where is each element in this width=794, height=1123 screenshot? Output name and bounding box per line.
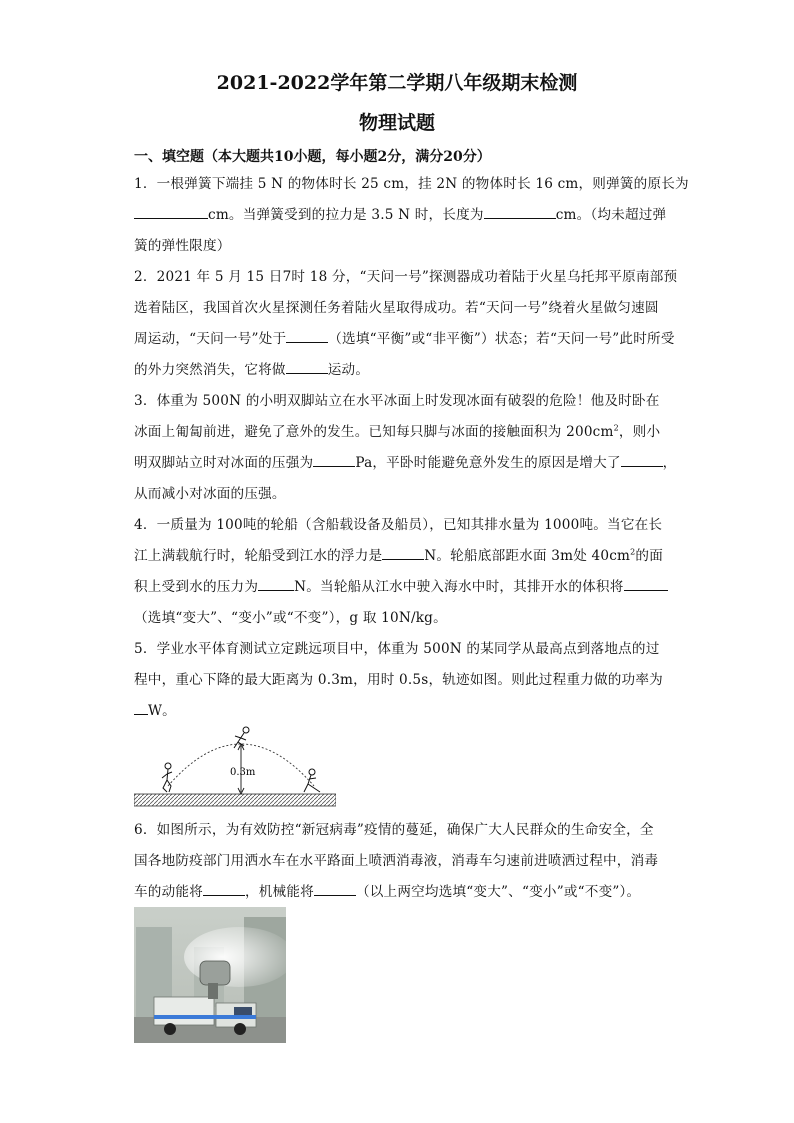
answer-blank[interactable] — [484, 204, 556, 219]
truck-wheel-rear — [164, 1023, 176, 1035]
answer-blank[interactable] — [382, 545, 424, 560]
truck-wheel-front — [234, 1023, 246, 1035]
q4-line-4: （选填“变大”、“变小”或“不变”），g 取 10N/kg。 — [134, 610, 447, 626]
answer-blank[interactable] — [134, 204, 208, 219]
q5-line-1: 5．学业水平体育测试立定跳远项目中，体重为 500N 的某同学从最高点到落地点的过 — [134, 641, 660, 657]
q5-line-3: W。 — [134, 699, 176, 719]
q2-line-4: 的外力突然消失，它将做 运动。 — [134, 358, 369, 378]
answer-blank[interactable] — [203, 881, 245, 896]
long-jump-trajectory-figure — [134, 724, 336, 808]
answer-blank[interactable] — [286, 328, 328, 343]
section-heading: 一、填空题（本大题共10小题，每小题2分，满分20分） — [134, 149, 491, 165]
q4-line-2: 江上满载航行时，轮船受到江水的浮力是 N。轮船底部距水面 3m处 $40cm^2$的面 — [134, 544, 663, 564]
q1-line-3: 簧的弹性限度） — [134, 238, 231, 254]
q2-line-1: 2．2021 年 5 月 15 日7时 18 分，“天问一号”探测器成功着陆于火星乌托邦平原南部预 — [134, 269, 678, 285]
answer-blank[interactable] — [621, 452, 663, 467]
jumper-landing-icon — [304, 769, 320, 792]
spray-cannon — [200, 961, 230, 985]
q1-line-2: cm。当弹簧受到的拉力是 3.5 N 时，长度为 cm。（均未超过弹 — [134, 203, 666, 223]
q2-line-2: 选着陆区，我国首次火星探测任务着陆火星取得成功。若“天问一号”绕着火星做匀速圆 — [134, 300, 659, 316]
ground-hatch — [134, 794, 336, 806]
q3-line-3: 明双脚站立时对冰面的压强为 Pa，平卧时能避免意外发生的原因是增大了 ， — [134, 451, 676, 471]
q3-line-4: 从而减小对冰面的压强。 — [134, 486, 286, 502]
q6-line-2: 国各地防疫部门用洒水车在水平路面上喷洒消毒液，消毒车匀速前进喷洒过程中，消毒 — [134, 853, 659, 869]
q4-line-1: 4．一质量为 100吨的轮船（含船载设备及船员），已知其排水量为 1000吨。当它在长 — [134, 517, 663, 533]
answer-blank[interactable] — [313, 452, 355, 467]
height-label: 0.3m — [230, 767, 256, 778]
answer-blank[interactable] — [314, 881, 356, 896]
exam-title: 2021-2022学年第二学期八年级期末检测 — [216, 72, 578, 94]
q2-line-3: 周运动，“天问一号”处于 （选填“平衡”或“非平衡”）状态；若“天问一号”此时所受 — [134, 327, 675, 347]
answer-blank[interactable] — [624, 576, 668, 591]
q6-line-1: 6．如图所示，为有效防控“新冠病毒”疫情的蔓延，确保广大人民群众的生命安全，全 — [134, 822, 654, 838]
spray-truck-photo — [134, 907, 286, 1043]
answer-blank[interactable] — [258, 576, 294, 591]
jumper-midair-icon — [234, 727, 249, 748]
subject-title: 物理试题 — [358, 112, 435, 134]
cannon-mount — [208, 983, 218, 999]
q4-line-3: 积上受到水的压力为 N。当轮船从江水中驶入海水中时，其排开水的体积将 — [134, 575, 668, 595]
jumper-start-icon — [162, 763, 172, 792]
q3-line-1: 3．体重为 500N 的小明双脚站立在水平冰面上时发现冰面有破裂的危险！他及时卧在 — [134, 393, 660, 409]
q6-line-3: 车的动能将 ，机械能将 （以上两空均选填“变大”、“变小”或“不变”）。 — [134, 880, 640, 900]
truck-stripe — [154, 1015, 256, 1019]
answer-blank[interactable] — [134, 700, 148, 715]
truck-window — [234, 1007, 252, 1015]
truck-tank — [154, 997, 214, 1025]
answer-blank[interactable] — [286, 359, 328, 374]
q3-line-2: 冰面上匍匐前进，避免了意外的发生。已知每只脚与冰面的接触面积为 $200cm^2$，则小 — [134, 423, 661, 440]
q5-line-2: 程中，重心下降的最大距离为 0.3m，用时 0.5s，轨迹如图。则此过程重力做的功率为 — [134, 672, 663, 688]
q1-line-1: 1．一根弹簧下端挂 5 N 的物体时长 25 cm，挂 2N 的物体时长 16 cm，则弹簧的原长为 — [134, 176, 689, 192]
